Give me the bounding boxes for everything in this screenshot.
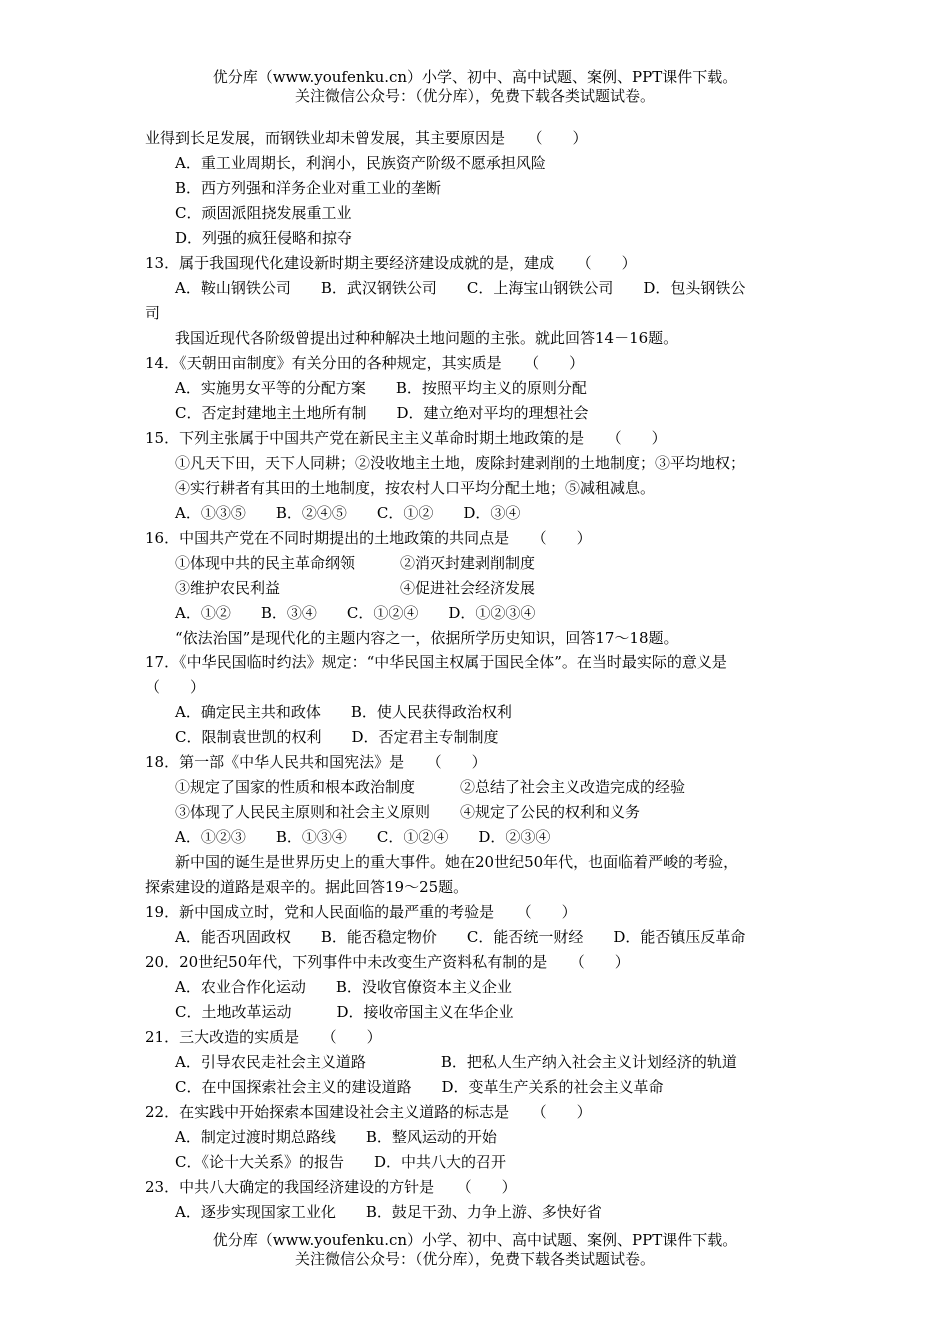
option-line: A．①③⑤ B．②④⑤ C．①② D．③④ [175, 504, 521, 522]
question-13: 13．属于我国现代化建设新时期主要经济建设成就的是，建成 （ ） [145, 254, 637, 272]
question-22: 22．在实践中开始探索本国建设社会主义道路的标志是 （ ） [145, 1103, 592, 1121]
question-23: 23．中共八大确定的我国经济建设的方针是 （ ） [145, 1178, 517, 1196]
text-line: 业得到长足发展，而钢铁业却未曾发展，其主要原因是 （ ） [145, 129, 588, 147]
option-line: A．能否巩固政权 B．能否稳定物价 C．能否统一财经 D．能否镇压反革命 [175, 928, 746, 946]
section-intro: “依法治国”是现代化的主题内容之一，依据所学历史知识，回答17～18题。 [175, 629, 679, 647]
option-line: C．否定封建地主土地所有制 D．建立绝对平均的理想社会 [175, 404, 589, 422]
option-line: C．限制袁世凯的权利 D．否定君主专制制度 [175, 728, 499, 746]
section-intro: 新中国的诞生是世界历史上的重大事件。她在20世纪50年代，也面临着严峻的考验， [175, 853, 739, 871]
statement-line: ①体现中共的民主革命纲领 ②消灭封建剥削制度 [175, 554, 536, 572]
option-line: B．西方列强和洋务企业对重工业的垄断 [175, 179, 442, 197]
option-line: A．制定过渡时期总路线 B．整风运动的开始 [175, 1128, 497, 1146]
question-15: 15．下列主张属于中国共产党在新民主主义革命时期土地政策的是 （ ） [145, 429, 667, 447]
section-intro: 我国近现代各阶级曾提出过种种解决土地问题的主张。就此回答14－16题。 [175, 329, 679, 347]
option-line: A．①② B．③④ C．①②④ D．①②③④ [175, 604, 536, 622]
header-line-1: 优分库（www.youfenku.cn）小学、初中、高中试题、案例、PPT课件下载。 [212, 68, 738, 86]
statement-line: ①规定了国家的性质和根本政治制度 ②总结了社会主义改造完成的经验 [175, 778, 686, 796]
question-21: 21．三大改造的实质是 （ ） [145, 1028, 382, 1046]
option-line: A．确定民主共和政体 B．使人民获得政治权利 [175, 703, 512, 721]
question-16: 16．中国共产党在不同时期提出的土地政策的共同点是 （ ） [145, 529, 592, 547]
question-17: 17．《中华民国临时约法》规定：“中华民国主权属于国民全体”。在当时最实际的意义是 [145, 653, 727, 671]
text-line: 司 [145, 304, 161, 322]
option-line: A．鞍山钢铁公司 B．武汉钢铁公司 C．上海宝山钢铁公司 D．包头钢铁公 [175, 279, 746, 297]
header-line-2: 关注微信公众号：（优分库），免费下载各类试题试卷。 [294, 87, 655, 105]
question-18: 18．第一部《中华人民共和国宪法》是 （ ） [145, 753, 487, 771]
footer-line-2: 关注微信公众号：（优分库），免费下载各类试题试卷。 [294, 1250, 655, 1268]
option-line: C．在中国探索社会主义的建设道路 D．变革生产关系的社会主义革命 [175, 1078, 664, 1096]
option-line: A．实施男女平等的分配方案 B．按照平均主义的原则分配 [175, 379, 587, 397]
question-20: 20．20世纪50年代，下列事件中未改变生产资料私有制的是 （ ） [145, 953, 630, 971]
page-footer [0, 1231, 950, 1269]
question-19: 19．新中国成立时，党和人民面临的最严重的考验是 （ ） [145, 903, 577, 921]
statement-line: ③体现了人民民主原则和社会主义原则 ④规定了公民的权利和义务 [175, 803, 641, 821]
option-line: C．《论十大关系》的报告 D．中共八大的召开 [175, 1153, 507, 1171]
text-line: （ ） [145, 678, 206, 696]
footer-line-1: 优分库（www.youfenku.cn）小学、初中、高中试题、案例、PPT课件下载。 [212, 1231, 738, 1249]
option-line: A．①②③ B．①③④ C．①②④ D．②③④ [175, 828, 551, 846]
option-line: C．顽固派阻挠发展重工业 [175, 204, 352, 222]
option-line: A．农业合作化运动 B．没收官僚资本主义企业 [175, 978, 512, 996]
statement-line: ③维护农民利益 ④促进社会经济发展 [175, 579, 536, 597]
option-line: D．列强的疯狂侵略和掠夺 [175, 229, 353, 247]
statement-line: ①凡天下田，天下人同耕；②没收地主土地，废除封建剥削的土地制度；③平均地权； [175, 454, 746, 472]
statement-line: ④实行耕者有其田的土地制度，按农村人口平均分配土地；⑤减租减息。 [175, 479, 656, 497]
option-line: A．逐步实现国家工业化 B．鼓足干劲、力争上游、多快好省 [175, 1203, 602, 1221]
page-header [0, 68, 950, 106]
option-line: C．土地改革运动 D．接收帝国主义在华企业 [175, 1003, 514, 1021]
option-line: A．引导农民走社会主义道路 B．把私人生产纳入社会主义计划经济的轨道 [175, 1053, 737, 1071]
question-14: 14．《天朝田亩制度》有关分田的各种规定，其实质是 （ ） [145, 354, 585, 372]
option-line: A．重工业周期长，利润小，民族资产阶级不愿承担风险 [175, 154, 546, 172]
section-intro: 探索建设的道路是艰辛的。据此回答19～25题。 [145, 878, 469, 896]
